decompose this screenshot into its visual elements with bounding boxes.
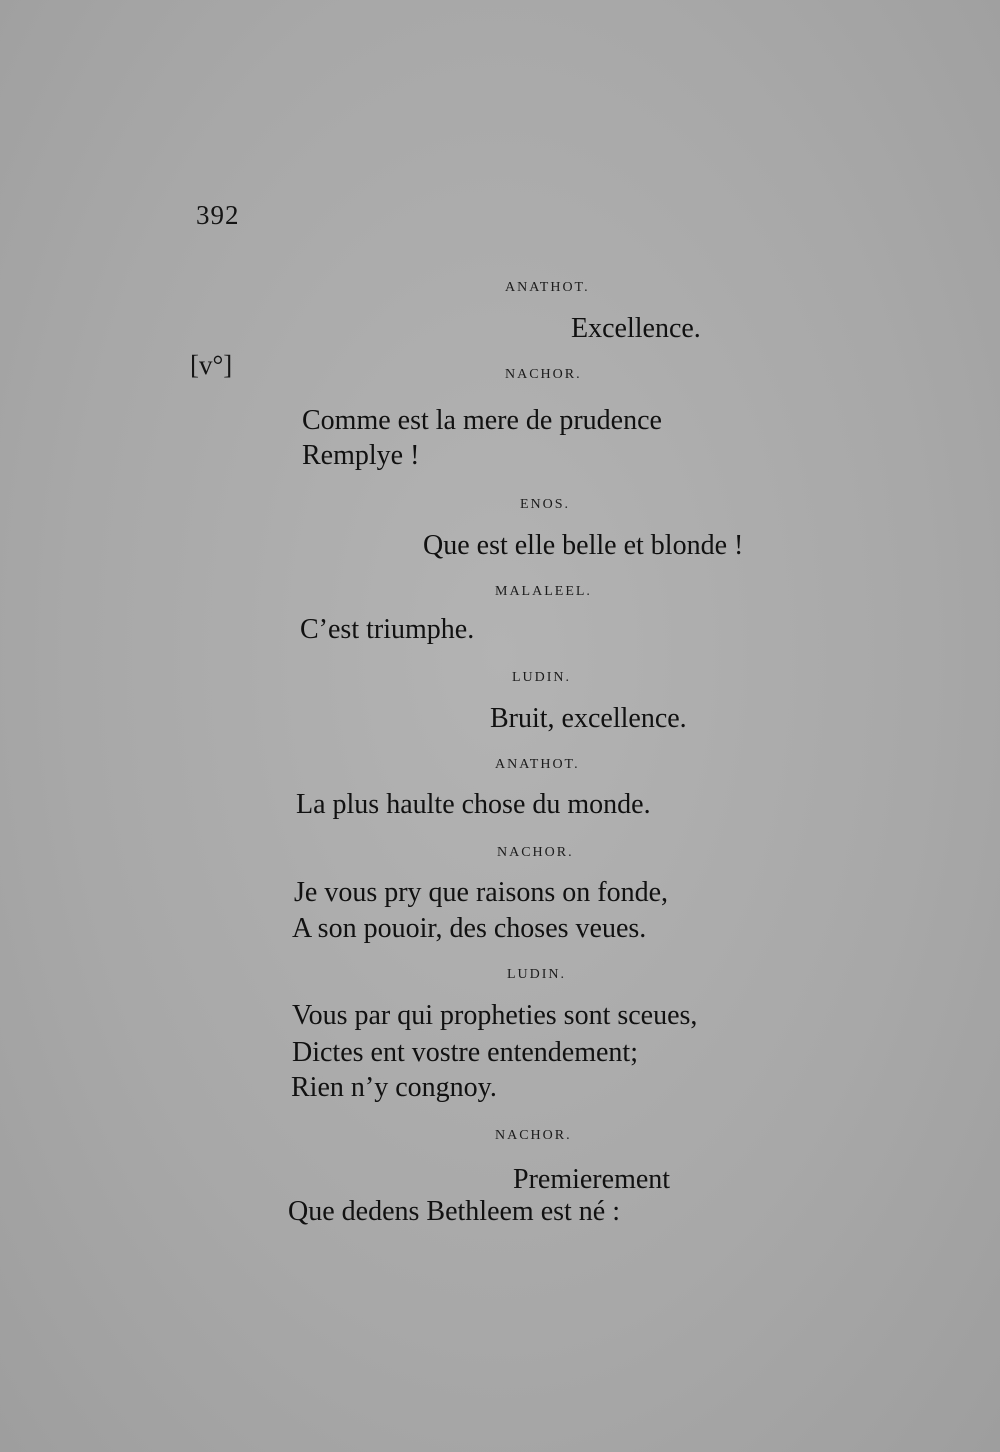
- folio-note: [v°]: [190, 350, 233, 380]
- speaker-name: ANATHOT.: [495, 757, 580, 772]
- speaker-name: NACHOR.: [497, 845, 574, 860]
- speaker-name: LUDIN.: [507, 967, 567, 982]
- verse-line: Excellence.: [571, 313, 701, 344]
- verse-line: Dictes ent vostre entendement;: [292, 1037, 638, 1068]
- speaker-name: MALALEEL.: [495, 584, 592, 599]
- speaker-name: NACHOR.: [495, 1128, 572, 1143]
- verse-line: Premierement: [513, 1164, 671, 1195]
- verse-line: Rien n’y congnoy.: [291, 1072, 497, 1103]
- verse-line: Remplye !: [302, 440, 420, 471]
- verse-line: A son pouoir, des choses veues.: [292, 913, 647, 944]
- verse-line: Comme est la mere de prudence: [302, 405, 662, 436]
- speaker-name: ENOS.: [520, 497, 571, 512]
- verse-line: Que est elle belle et blonde !: [423, 530, 744, 561]
- verse-line: Je vous pry que raisons on fonde,: [294, 877, 669, 908]
- speaker-name: LUDIN.: [512, 670, 572, 685]
- page-number: 392: [196, 200, 240, 230]
- verse-line: Vous par qui propheties sont sceues,: [292, 1000, 698, 1031]
- verse-line: La plus haulte chose du monde.: [296, 789, 651, 820]
- verse-line: C’est triumphe.: [300, 614, 475, 645]
- speaker-name: ANATHOT.: [505, 280, 590, 295]
- verse-line: Bruit, excellence.: [490, 703, 687, 734]
- speaker-name: NACHOR.: [505, 367, 582, 382]
- verse-line: Que dedens Bethleem est né :: [288, 1196, 621, 1227]
